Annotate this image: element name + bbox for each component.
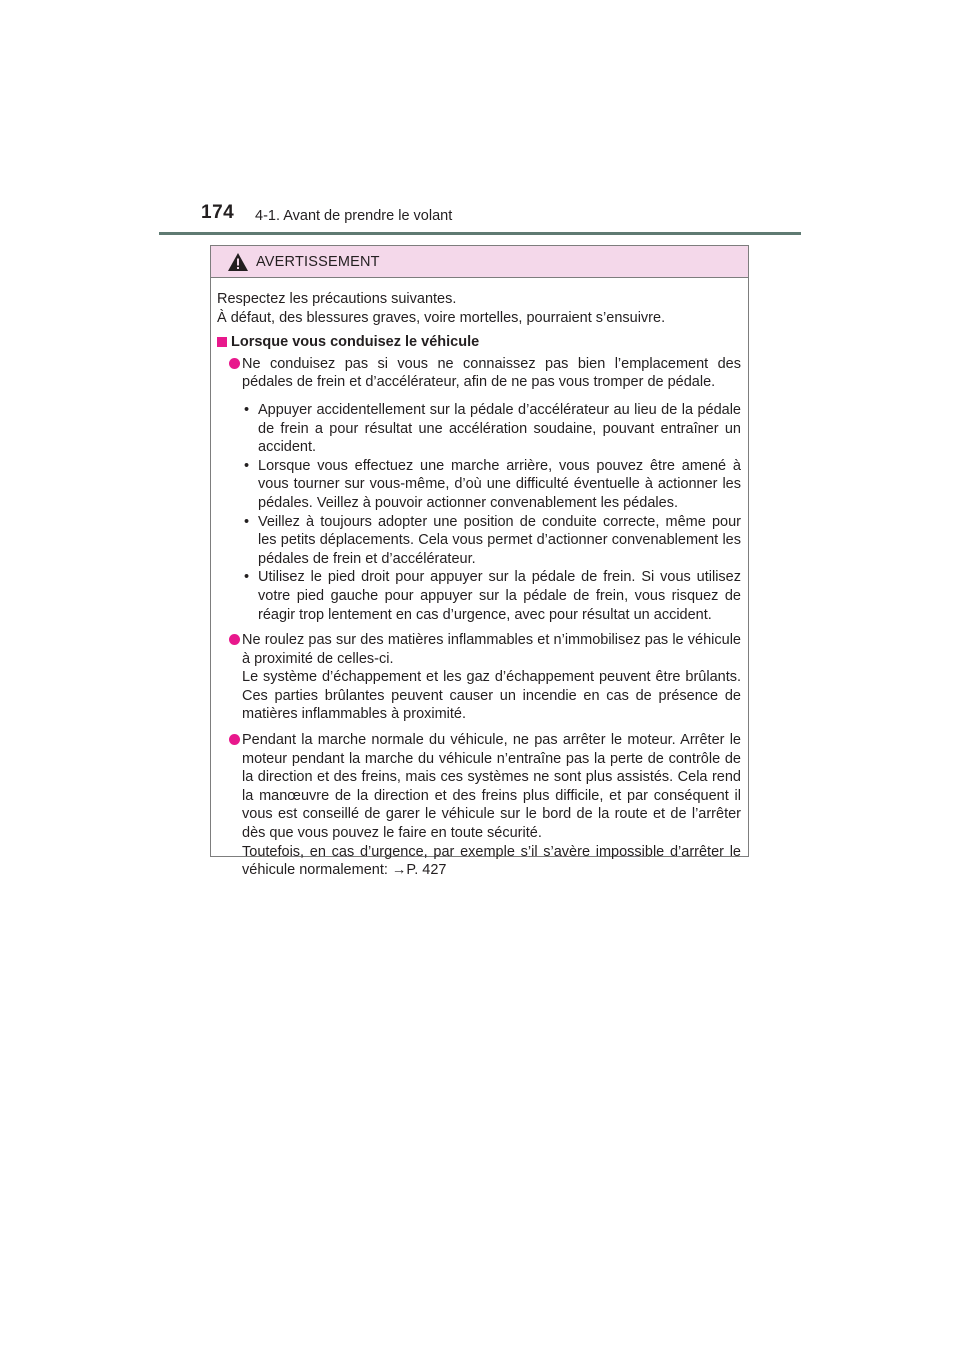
sub-bullet-text: Utilisez le pied droit pour appuyer sur la pédale de frein. Si vous utilisez votre pied gauche pour appuyer sur la pédale de frein, vous risquez de réagir trop lentement en cas d’urgence, avec pour résultat un accident. [258, 569, 741, 623]
circle-bullet-icon [229, 358, 240, 369]
sub-bullet-text: Veillez à toujours adopter une position de conduite correcte, même pour les petits déplacements. Cela vous permet d’actionner convenablement les pédales de frein et d’accélérateur. [258, 513, 741, 567]
sub-bullet-list [242, 401, 741, 624]
item-paragraph: Le système d’échappement et les gaz d’échappement peuvent être brûlants. Ces parties brûlantes peuvent causer un incendie en cas de présence de matières inflammables à proximité. [242, 669, 741, 723]
item-paragraph: Pendant la marche normale du véhicule, ne pas arrêter le moteur. Arrêter le moteur pendant la marche du véhicule n’entraîne pas la perte de contrôle de la direction et des freins, mais ces systèmes ne sont plus assistés. Cela rend la manœuvre de la direction et des freins plus difficile, et par conséquent il vous est conseillé de garer le véhicule sur le bord de la route et de l’arrêter dès que vous pouvez le faire en toute sécurité. [242, 732, 741, 842]
page-header [0, 0, 960, 240]
bullet-dot-icon: • [244, 401, 250, 418]
intro-line: À défaut, des blessures graves, voire mortelles, pourraient s’ensuivre. [217, 309, 666, 326]
intro-line: Respectez les précautions suivantes. [217, 291, 457, 307]
subheading [217, 333, 741, 352]
header-rule [159, 232, 801, 235]
square-bullet-icon [217, 337, 227, 347]
bullet-dot-icon: • [244, 457, 250, 474]
bullet-dot-icon: • [244, 569, 250, 586]
item-paragraph: Toutefois, en cas d’urgence, par exemple s’il s’avère impossible d’arrêter le véhicule normalement: →P. 427 [242, 843, 741, 879]
sub-bullet-item [242, 513, 741, 569]
warning-triangle-icon [227, 252, 249, 272]
warning-box [210, 245, 749, 879]
sub-bullet-item [242, 401, 741, 457]
list-item [217, 631, 741, 724]
warning-body [211, 278, 748, 880]
sub-bullet-text: Lorsque vous effectuez une marche arrière, vous pouvez être amené à vous tourner sur vous-même, d’où une difficulté éventuelle à actionner les pédales. Veillez à pouvoir actionner convenablement les pédales. [258, 457, 741, 511]
list-item [217, 355, 741, 624]
warning-header [211, 246, 748, 278]
bullet-dot-icon: • [244, 513, 250, 530]
list-item [217, 731, 741, 880]
sub-bullet-item [242, 568, 741, 624]
section-title: 4-1. Avant de prendre le volant [255, 208, 453, 224]
page-number: 174 [201, 202, 235, 223]
sub-bullet-text: Appuyer accidentellement sur la pédale d’accélérateur au lieu de la pédale de frein a pour résultat une accélération soudaine, pouvant entraîner un accident. [258, 401, 741, 456]
sub-bullet-item [242, 457, 741, 513]
item-paragraph: Ne conduisez pas si vous ne connaissez pas bien l’emplacement des pédales de frein et d’accélérateur, afin de ne pas vous tromper de pédale. [242, 355, 741, 391]
warning-title: AVERTISSEMENT [256, 254, 380, 270]
warning-intro [217, 290, 741, 327]
subheading-text: Lorsque vous conduisez le véhicule [231, 334, 480, 351]
item-paragraph: Ne roulez pas sur des matières inflammables et n’immobilisez pas le véhicule à proximité de celles-ci. [242, 632, 741, 667]
circle-bullet-icon [229, 734, 240, 745]
circle-bullet-icon [229, 634, 240, 645]
